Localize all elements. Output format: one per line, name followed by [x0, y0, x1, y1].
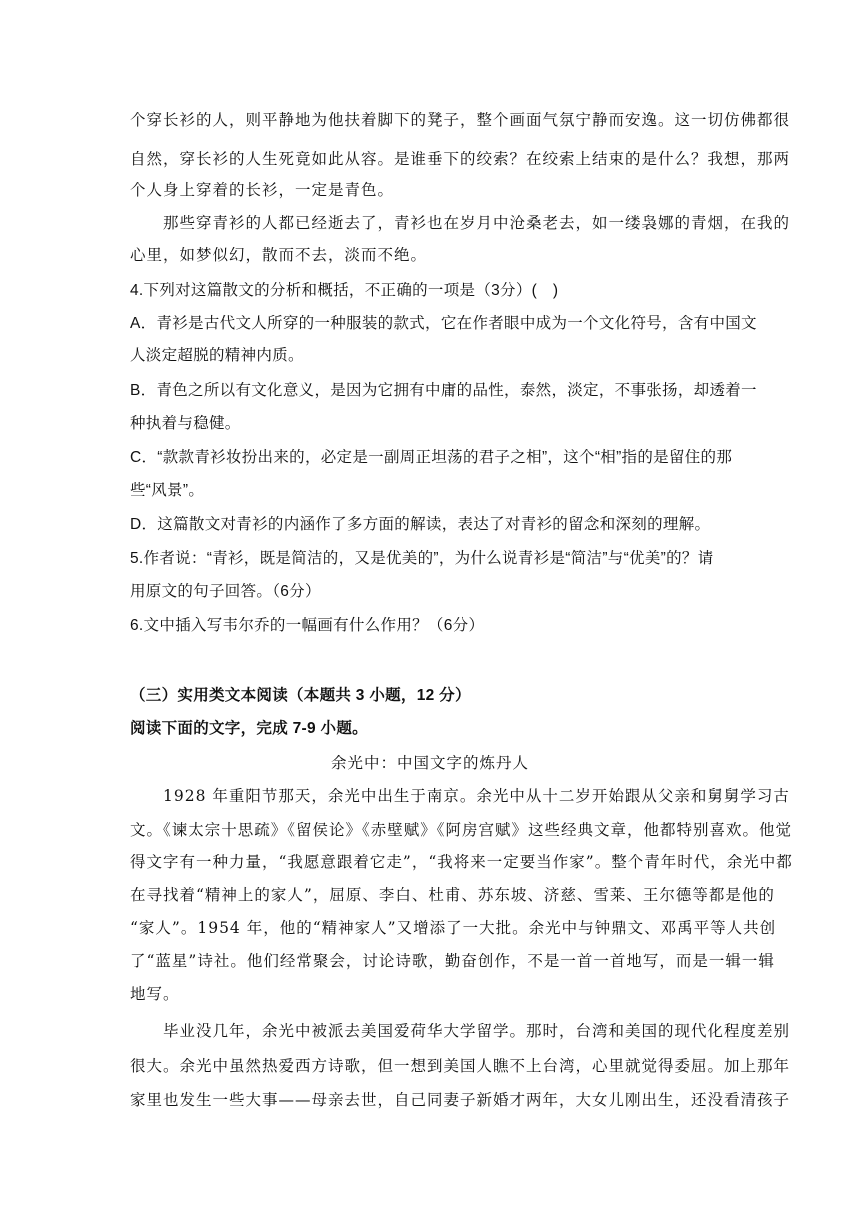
question-5: 5.作者说：“青衫，既是简洁的，又是优美的”，为什么说青衫是“简洁”与“优美”的？请: [130, 550, 714, 567]
question-6: 6.文中插入写韦尔乔的一幅画有什么作用？（6分）: [130, 617, 485, 634]
article-line: 文。《谏太宗十思疏》《留侯论》《赤壁赋》《阿房宫赋》这些经典文章，他都特别喜欢。他觉: [130, 821, 793, 839]
question-4-option-c: C．“款款青衫妆扮出来的，必定是一副周正坦荡的君子之相”，这个“相”指的是留住的那: [130, 449, 733, 466]
article-line: 地写。: [130, 985, 180, 1003]
question-4-option-a-cont: 人淡定超脱的精神内质。: [130, 347, 304, 364]
question-4-option-a: A．青衫是古代文人所穿的一种服装的款式，它在作者眼中成为一个文化符号，含有中国文: [130, 315, 757, 332]
article-line: 家里也发生一些大事——母亲去世，自己同妻子新婚才两年，大女儿刚出生，还没看清孩子: [130, 1091, 791, 1109]
article-title: 余光中：中国文字的炼丹人: [330, 754, 529, 772]
passage-line: 个穿长衫的人，则平静地为他扶着脚下的凳子，整个画面气氛宁静而安逸。这一切仿佛都很: [130, 111, 791, 129]
article-line: 了“蓝星”诗社。他们经常聚会，讨论诗歌，勤奋创作，不是一首一首地写，而是一辑一辑: [130, 952, 775, 970]
passage-line: 个人身上穿着的长衫，一定是青色。: [130, 181, 395, 199]
question-4-option-b: B．青色之所以有文化意义，是因为它拥有中庸的品性，泰然，淡定，不事张扬，却透着一: [130, 382, 757, 399]
article-line: 在寻找着“精神上的家人”，屈原、李白、杜甫、苏东坡、济慈、雪莱、王尔德等都是他的: [130, 886, 775, 904]
section-instruction: 阅读下面的文字，完成 7-9 小题。: [130, 720, 368, 737]
passage-line: 自然，穿长衫的人生死竟如此从容。是谁垂下的绞索？在绞索上结束的是什么？我想，那两: [130, 150, 791, 168]
article-line: 1928 年重阳节那天，余光中出生于南京。余光中从十二岁开始跟从父亲和舅舅学习古: [130, 787, 790, 805]
question-4-option-c-cont: 些“风景”。: [130, 482, 205, 499]
section-heading: （三）实用类文本阅读（本题共 3 小题，12 分）: [130, 687, 471, 704]
article-line: 很大。余光中虽然热爱西方诗歌，但一想到美国人瞧不上台湾，心里就觉得委屈。加上那年: [130, 1057, 791, 1075]
question-5-cont: 用原文的句子回答。（6分）: [130, 583, 321, 600]
question-4-option-d: D．这篇散文对青衫的内涵作了多方面的解读，表达了对青衫的留念和深刻的理解。: [130, 516, 711, 533]
article-line: 得文字有一种力量，“我愿意跟着它走”，“我将来一定要当作家”。整个青年时代，余光中都: [130, 853, 793, 871]
question-4: 4.下列对这篇散文的分析和概括，不正确的一项是（3分）( ): [130, 282, 559, 299]
passage-line: 那些穿青衫的人都已经逝去了，青衫也在岁月中沧桑老去，如一缕袅娜的青烟，在我的: [130, 214, 791, 232]
article-line: 毕业没几年，余光中被派去美国爱荷华大学留学。那时，台湾和美国的现代化程度差别: [130, 1022, 791, 1040]
article-line: “家人”。1954 年，他的“精神家人”又增添了一大批。余光中与钟鼎文、邓禹平等人共创: [130, 919, 777, 937]
question-4-option-b-cont: 种执着与稳健。: [130, 415, 241, 432]
passage-line: 心里，如梦似幻，散而不去，淡而不绝。: [130, 246, 428, 264]
